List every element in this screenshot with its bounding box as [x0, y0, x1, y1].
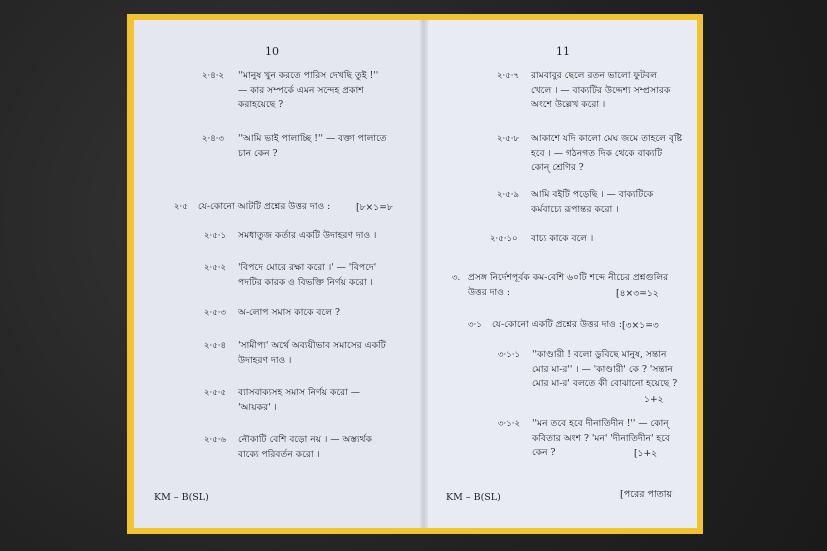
question-number: ২·৪·২ — [202, 71, 224, 81]
question-text: বাচ্য কাকে বলে । — [531, 233, 594, 244]
marks-label: ১+২ — [644, 394, 664, 405]
book-gutter — [420, 20, 428, 528]
question-number: ২·৫·৩ — [204, 308, 226, 318]
question-text: ব্যাসবাক্যসহ সমাস নির্ণয় করো — 'আয়কর' । — [238, 387, 360, 413]
exam-booklet — [134, 20, 697, 528]
question-text: আমি বইটি পড়েছি । — বাক্যটিকে কর্মবাচ্যে রূপান্তর করো । — [531, 189, 654, 215]
question-number: ২·৫·৫ — [204, 388, 226, 398]
question-text: 'বিপদে মোরে রক্ষা করো ।' — 'বিপদে' পদটির কারক ও বিভক্তি নির্ণয় করো । — [238, 262, 377, 288]
question-number: ৩. — [452, 273, 461, 283]
page-number: 11 — [556, 45, 570, 58]
question-number: ২·৪·৩ — [202, 134, 224, 144]
question-text: রামবাবুর ছেলে রতন ভালো ফুটবল খেলে । — বাক্যটির উদ্দেশ্য সম্প্রসারক অংশে উল্লেখ করো । — [531, 70, 671, 110]
marks-label: [৪×৩=১২ — [616, 288, 659, 299]
question-number: ২·৫·৪ — [204, 341, 226, 351]
marks-label: [১+২ — [634, 448, 658, 459]
left-page — [134, 20, 424, 528]
page-number: 10 — [265, 45, 279, 58]
question-number: ৩·১·১ — [498, 350, 520, 360]
question-number: ২·৫·১ — [204, 231, 226, 241]
question-number: ২·৫·৬ — [204, 435, 226, 445]
footer-code: KM – B(SL) — [446, 492, 501, 503]
question-text: ''আমি ভাই পালাচ্ছি !'' — বক্তা পালাতে চান কেন ? — [238, 133, 387, 159]
question-text: প্রসঙ্গ নির্দেশপূর্বক কম-বেশি ৬০টি শব্দে নীচের প্রশ্নগুলির উত্তর দাও : — [468, 272, 669, 298]
question-text: ''কাণ্ডারী ! বলো ডুবিছে মানুষ, সন্তান মোর মা-র'' । — 'কাণ্ডারী' কে ? 'সন্তান মোর মা-র' বলতে কী বোঝানো হয়েছে ? — [532, 349, 678, 389]
question-text: অ-লোপ সমাস কাকে বলে ? — [238, 307, 340, 318]
right-page — [424, 20, 697, 528]
question-number: ২·৫·৯ — [497, 190, 519, 200]
marks-label: [৮×১=৮ — [356, 202, 393, 213]
question-number: ২·৫·২ — [204, 263, 226, 273]
question-text: যে-কোনো আটটি প্রশ্নের উত্তর দাও : — [198, 201, 331, 212]
question-text: ''মানুষ খুন করতে পারিস দেখছি তুই !'' — কার সম্পর্কে এমন সন্দেহ প্রকাশ করাহয়েছে ? — [238, 70, 379, 110]
question-text: 'সামীপ্য' অর্থে অব্যয়ীভাব সমাসের একটি উদাহরণ দাও । — [238, 340, 386, 366]
footer-code: KM – B(SL) — [154, 492, 209, 503]
question-number: ২·৫ — [174, 202, 188, 212]
question-text: যে-কোনো একটি প্রশ্নের উত্তর দাও : — [492, 319, 622, 330]
question-text: আকাশে যদি কালো মেঘ জমে তাহলে বৃষ্টি হবে । — গঠনগত দিক থেকে বাক্যটি কোন্ শ্রেণির ? — [531, 133, 683, 173]
question-number: ২·৫·৭ — [497, 71, 519, 81]
question-text: সমধাতুজ কর্তার একটি উদাহরণ দাও । — [238, 230, 377, 241]
question-number: ২·৫·১০ — [490, 234, 518, 244]
question-number: ৩·১·২ — [498, 419, 520, 429]
question-number: ৩·১ — [468, 320, 482, 330]
marks-label: [৩×১=৩ — [622, 320, 659, 331]
continued-note: [পরের পাতায় — [620, 489, 673, 500]
question-number: ২·৫·৮ — [497, 134, 519, 144]
question-text: নৌকাটি বেশি বড়ো নয় । — অস্ত্যর্থক বাক্যে পরিবর্তন করো । — [238, 434, 372, 460]
question-text: ''মন তবে হবে দীনাতিদীন !'' — কোন্ কবিতার অংশ ? 'মন' 'দীনাতিদীন' হবে কেন ? — [532, 418, 671, 458]
